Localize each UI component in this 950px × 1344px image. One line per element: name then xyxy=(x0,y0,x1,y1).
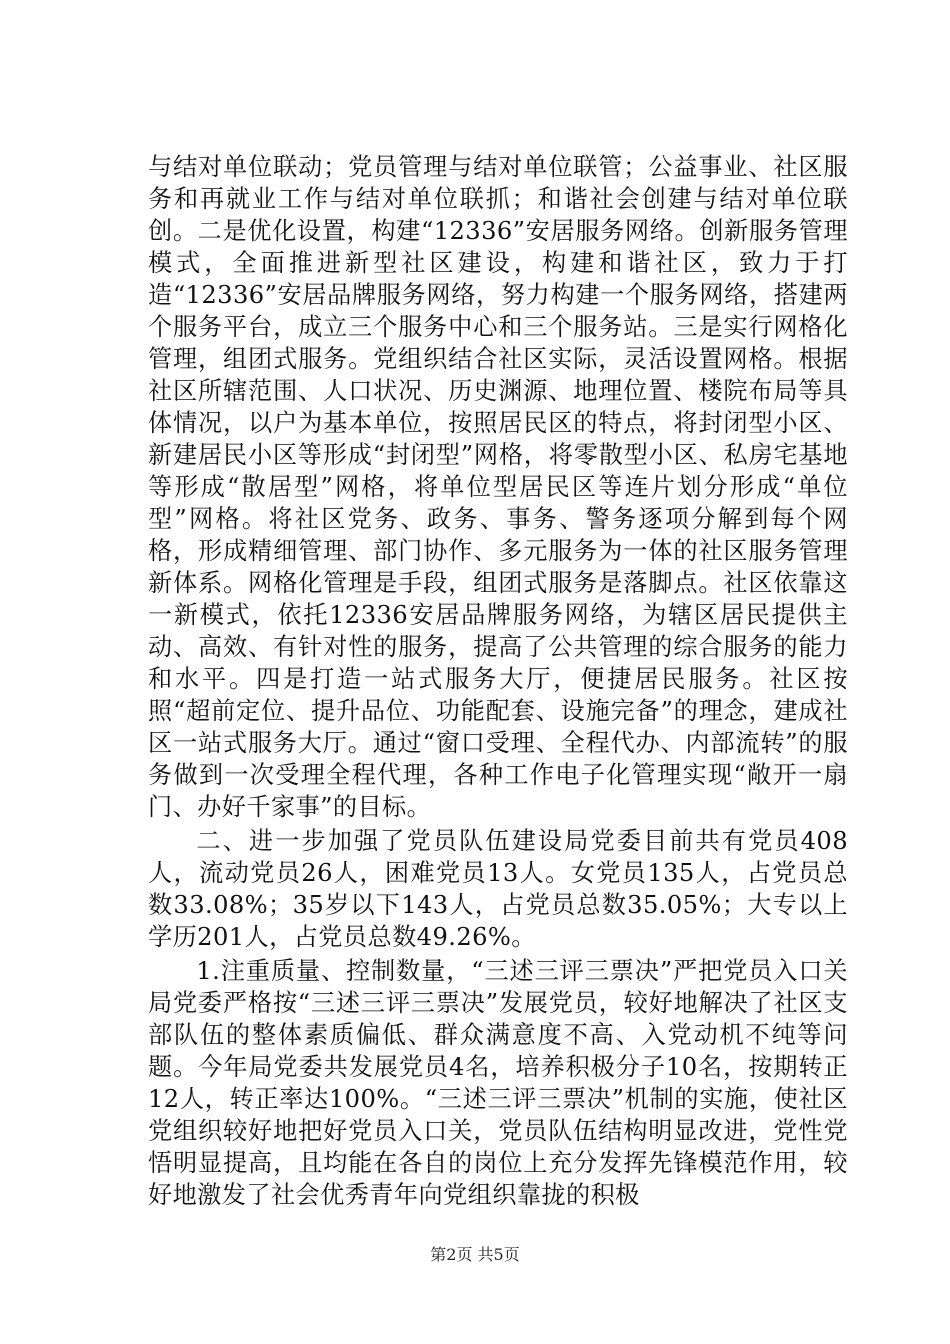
page-footer: 第2页 共5页 xyxy=(430,1245,520,1264)
paragraph-2: 二、进一步加强了党员队伍建设局党委目前共有党员408人，流动党员26人，困难党员13人。女党员135人，占党员总数33.08%；35岁以下143人，占党员总数35.05%；大专以上学历201人，占党员总数49.26%。 xyxy=(148,827,848,951)
paragraph-3: 1.注重质量、控制数量，“三述三评三票决”严把党员入口关局党委严格按“三述三评三票决”发展党员，较好地解决了社区支部队伍的整体素质偏低、群众满意度不高、入党动机不纯等问题。今年局党委共发展党员4名，培养积极分子10名，按期转正12人，转正率达100%。“三述三评三票决”机制的实施，使社区党组织较好地把好党员入口关，党员队伍结构明显改进，党性党悟明显提高，且均能在各自的岗位上充分发挥先锋模范作用，较好地激发了社会优秀青年向党组织靠拢的积极 xyxy=(148,957,848,1209)
document-body xyxy=(148,151,848,1211)
paragraph-1: 与结对单位联动；党员管理与结对单位联管；公益事业、社区服务和再就业工作与结对单位联抓；和谐社会创建与结对单位联创。二是优化设置，构建“12336”安居服务网络。创新服务管理模式，全面推进新型社区建设，构建和谐社区，致力于打造“12336”安居品牌服务网络，努力构建一个服务网络，搭建两个服务平台，成立三个服务中心和三个服务站。三是实行网格化管理，组团式服务。党组织结合社区实际，灵活设置网格。根据社区所辖范围、人口状况、历史渊源、地理位置、楼院布局等具体情况，以户为基本单位，按照居民区的特点，将封闭型小区、新建居民小区等形成“封闭型”网格，将零散型小区、私房宅基地等形成“散居型”网格，将单位型居民区等连片划分形成“单位型”网格。将社区党务、政务、事务、警务逐项分解到每个网格，形成精细管理、部门协作、多元服务为一体的社区服务管理新体系。网格化管理是手段，组团式服务是落脚点。社区依靠这一新模式，依托12336安居品牌服务网络，为辖区居民提供主动、高效、有针对性的服务，提高了公共管理的综合服务的能力和水平。四是打造一站式服务大厅，便捷居民服务。社区按照“超前定位、提升品位、功能配套、设施完备”的理念，建成社区一站式服务大厅。通过“窗口受理、全程代办、内部流转”的服务做到一次受理全程代理，各种工作电子化管理实现“敞开一扇门、办好千家事”的目标。 xyxy=(148,153,848,821)
